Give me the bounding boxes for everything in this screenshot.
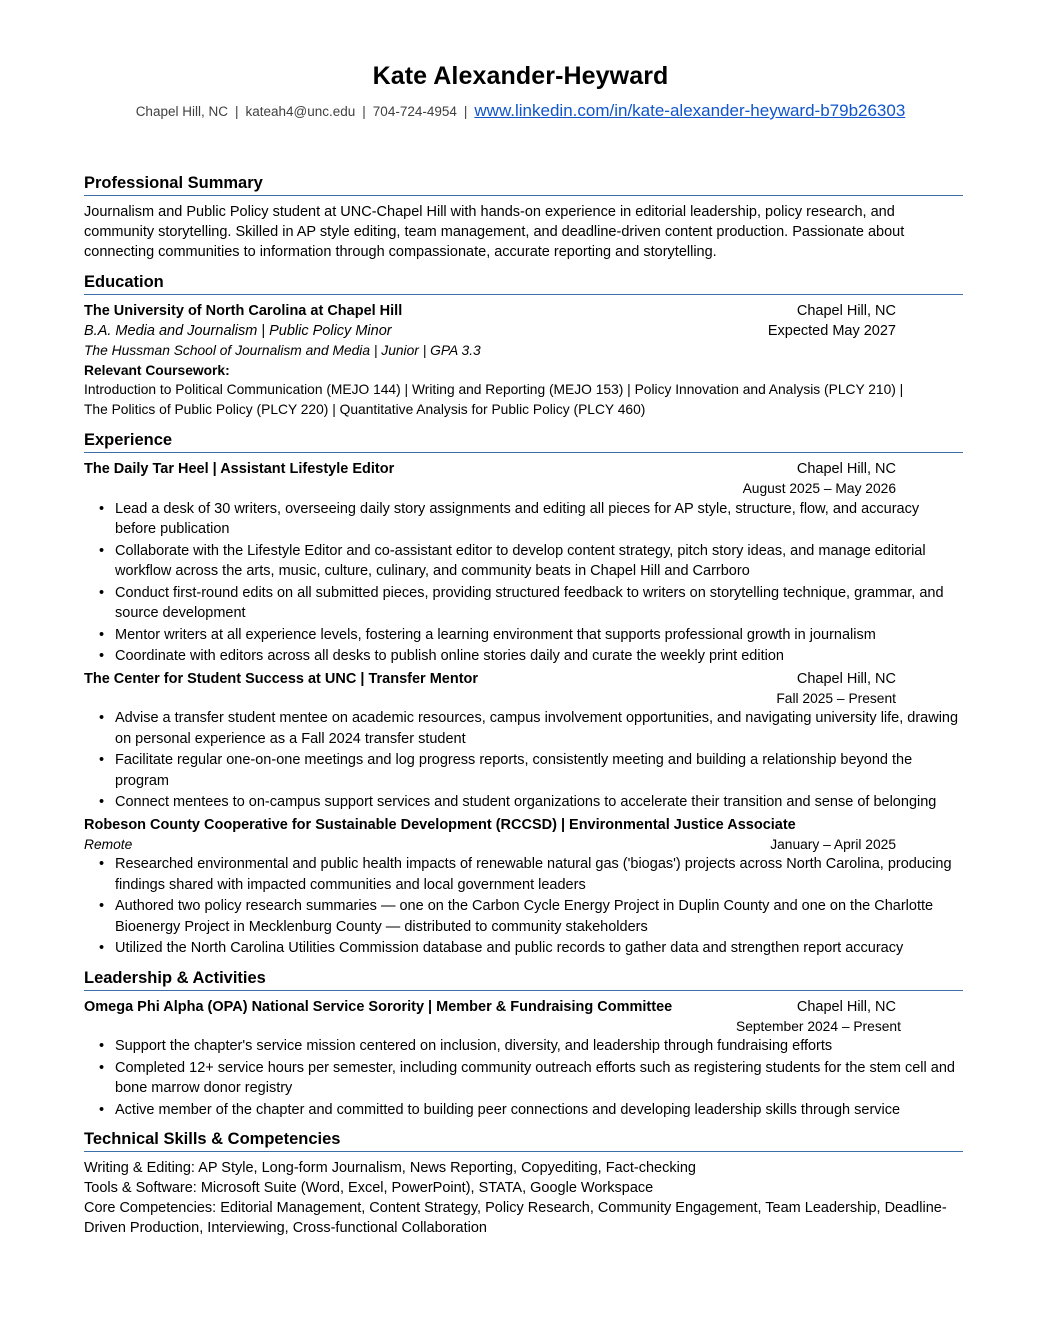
section-title: Leadership & Activities <box>84 967 963 991</box>
section-title: Technical Skills & Competencies <box>84 1128 963 1152</box>
summary-section <box>84 172 962 262</box>
job-location: Chapel Hill, NC <box>796 670 896 687</box>
separator: | <box>234 104 239 119</box>
separator: | <box>463 104 468 119</box>
resume-body <box>84 168 962 1238</box>
coursework-line: Introduction to Political Communication (MEJO 144) | Writing and Reporting (MEJO 153) | Policy Innovation and Analysis (PLCY 210) | <box>84 382 904 397</box>
skills-writing: Writing & Editing: AP Style, Long-form Journalism, News Reporting, Copyediting, Fact-checking <box>84 1160 696 1176</box>
leadership-header-row <box>84 997 962 1017</box>
section-title: Professional Summary <box>84 172 963 196</box>
list-item: • Facilitate regular one-on-one meetings and log progress reports, consistently meeting and building a relationship beyond the program <box>84 750 962 791</box>
leadership-section <box>84 967 962 1121</box>
job-dates: Fall 2025 – Present <box>776 690 896 706</box>
contact-location: Chapel Hill, NC <box>135 104 228 119</box>
separator: | <box>362 104 366 119</box>
contact-line <box>0 101 1041 121</box>
job-dates-row <box>84 689 962 709</box>
job-location-note: Remote <box>84 836 133 852</box>
expected-date: Expected May 2027 <box>767 323 896 339</box>
list-item: • Advise a transfer student mentee on academic resources, campus involvement opportunities, and navigating university life, drawing on personal experience as a Fall 2024 transfer student <box>84 708 962 749</box>
job-dates: January – April 2025 <box>770 836 896 852</box>
list-item: • Mentor writers at all experience levels, fostering a learning environment that supports professional growth in journalism <box>84 625 962 646</box>
job-entry <box>84 815 962 959</box>
linkedin-link[interactable]: www.linkedin.com/in/kate-alexander-heyward-b79b26303 <box>474 101 906 120</box>
job-bullets <box>84 708 962 813</box>
school-name: The University of North Carolina at Chapel Hill <box>84 303 403 319</box>
skills-section <box>84 1128 962 1238</box>
job-dates-row <box>84 479 962 499</box>
candidate-name: Kate Alexander-Heyward <box>372 62 669 90</box>
leadership-dates: September 2024 – Present <box>736 1018 901 1034</box>
job-header-row <box>84 459 962 479</box>
list-item: • Conduct first-round edits on all submitted pieces, providing structured feedback to writers on storytelling technique, grammar, and source development <box>84 583 962 624</box>
list-item: • Authored two policy research summaries — one on the Carbon Cycle Energy Project in Duplin County and one on the Charlotte Bioenergy Project in Mecklenburg County — distributed to community stakeholders <box>84 896 962 937</box>
job-bullets <box>84 499 962 667</box>
list-item: • Completed 12+ service hours per semester, including community outreach efforts such as registering students for the stem cell and bone marrow donor registry <box>84 1058 962 1099</box>
list-item: • Active member of the chapter and committed to building peer connections and developing leadership skills through service <box>84 1100 962 1121</box>
job-org-role: The Daily Tar Heel | Assistant Lifestyle Editor <box>84 461 395 477</box>
list-item: • Collaborate with the Lifestyle Editor and co-assistant editor to develop content strategy, pitch story ideas, and manage editorial workflow across the arts, music, culture, culinary, and community beats in Chapel Hill and Carrboro <box>84 541 962 582</box>
coursework-label: Relevant Coursework: <box>84 362 230 378</box>
summary-text: Journalism and Public Policy student at UNC-Chapel Hill with hands-on experience in editorial leadership, policy research, and community storytelling. Skilled in AP style editing, team management, and deadline-driven content production. Passionate about connecting communities to information through compassionate, accurate reporting and storytelling. <box>84 204 905 260</box>
skills-core: Core Competencies: Editorial Management, Content Strategy, Policy Research, Community Engagement, Team Leadership, Deadline-Driven Production, Interviewing, Cross-functional Collaboration <box>84 1200 947 1236</box>
job-org-role: The Center for Student Success at UNC | Transfer Mentor <box>84 670 479 687</box>
list-item: • Connect mentees to on-campus support services and student organizations to accelerate their transition and sense of belonging <box>84 792 962 813</box>
list-item: • Coordinate with editors across all desks to publish online stories daily and curate the weekly print edition <box>84 646 962 667</box>
job-entry <box>84 669 962 813</box>
job-location: Chapel Hill, NC <box>796 461 896 477</box>
job-entry <box>84 459 962 667</box>
section-title: Experience <box>84 429 963 453</box>
education-section <box>84 271 962 419</box>
job-bullets <box>84 854 962 959</box>
job-org-role: Robeson County Cooperative for Sustainable Development (RCCSD) | Environmental Justice Associate <box>84 816 796 833</box>
degree: B.A. Media and Journalism | Public Policy Minor <box>84 323 392 339</box>
list-item: • Support the chapter's service mission centered on inclusion, diversity, and leadership through fundraising efforts <box>84 1036 962 1057</box>
leadership-org-role: Omega Phi Alpha (OPA) National Service Sorority | Member & Fundraising Committee <box>84 998 673 1015</box>
leadership-location: Chapel Hill, NC <box>796 998 896 1015</box>
list-item: • Utilized the North Carolina Utilities Commission database and public records to gather data and strengthen report accuracy <box>84 938 962 959</box>
section-title: Education <box>84 271 963 295</box>
school-location: Chapel Hill, NC <box>796 303 896 319</box>
degree-row <box>84 321 962 341</box>
contact-email[interactable]: kateah4@unc.edu <box>245 104 356 119</box>
list-item: • Researched environmental and public health impacts of renewable natural gas ('biogas') projects across North Carolina, producing findings shared with impacted communities and local government leaders <box>84 854 962 895</box>
coursework-line: The Politics of Public Policy (PLCY 220) | Quantitative Analysis for Public Policy (PLCY 460) <box>84 401 646 417</box>
skills-tools: Tools & Software: Microsoft Suite (Word, Excel, PowerPoint), STATA, Google Workspace <box>84 1180 654 1196</box>
leadership-bullets <box>84 1036 962 1120</box>
leadership-dates-row <box>84 1017 962 1037</box>
education-header-row <box>84 301 962 321</box>
job-header-row <box>84 669 962 689</box>
school-detail: The Hussman School of Journalism and Media | Junior | GPA 3.3 <box>84 343 481 358</box>
contact-phone: 704-724-4954 <box>372 104 457 119</box>
experience-section <box>84 429 962 959</box>
job-dates: August 2025 – May 2026 <box>742 481 896 496</box>
job-dates-row <box>84 835 962 855</box>
list-item: • Lead a desk of 30 writers, overseeing daily story assignments and editing all pieces for AP style, structure, flow, and accuracy before publication <box>84 499 962 540</box>
